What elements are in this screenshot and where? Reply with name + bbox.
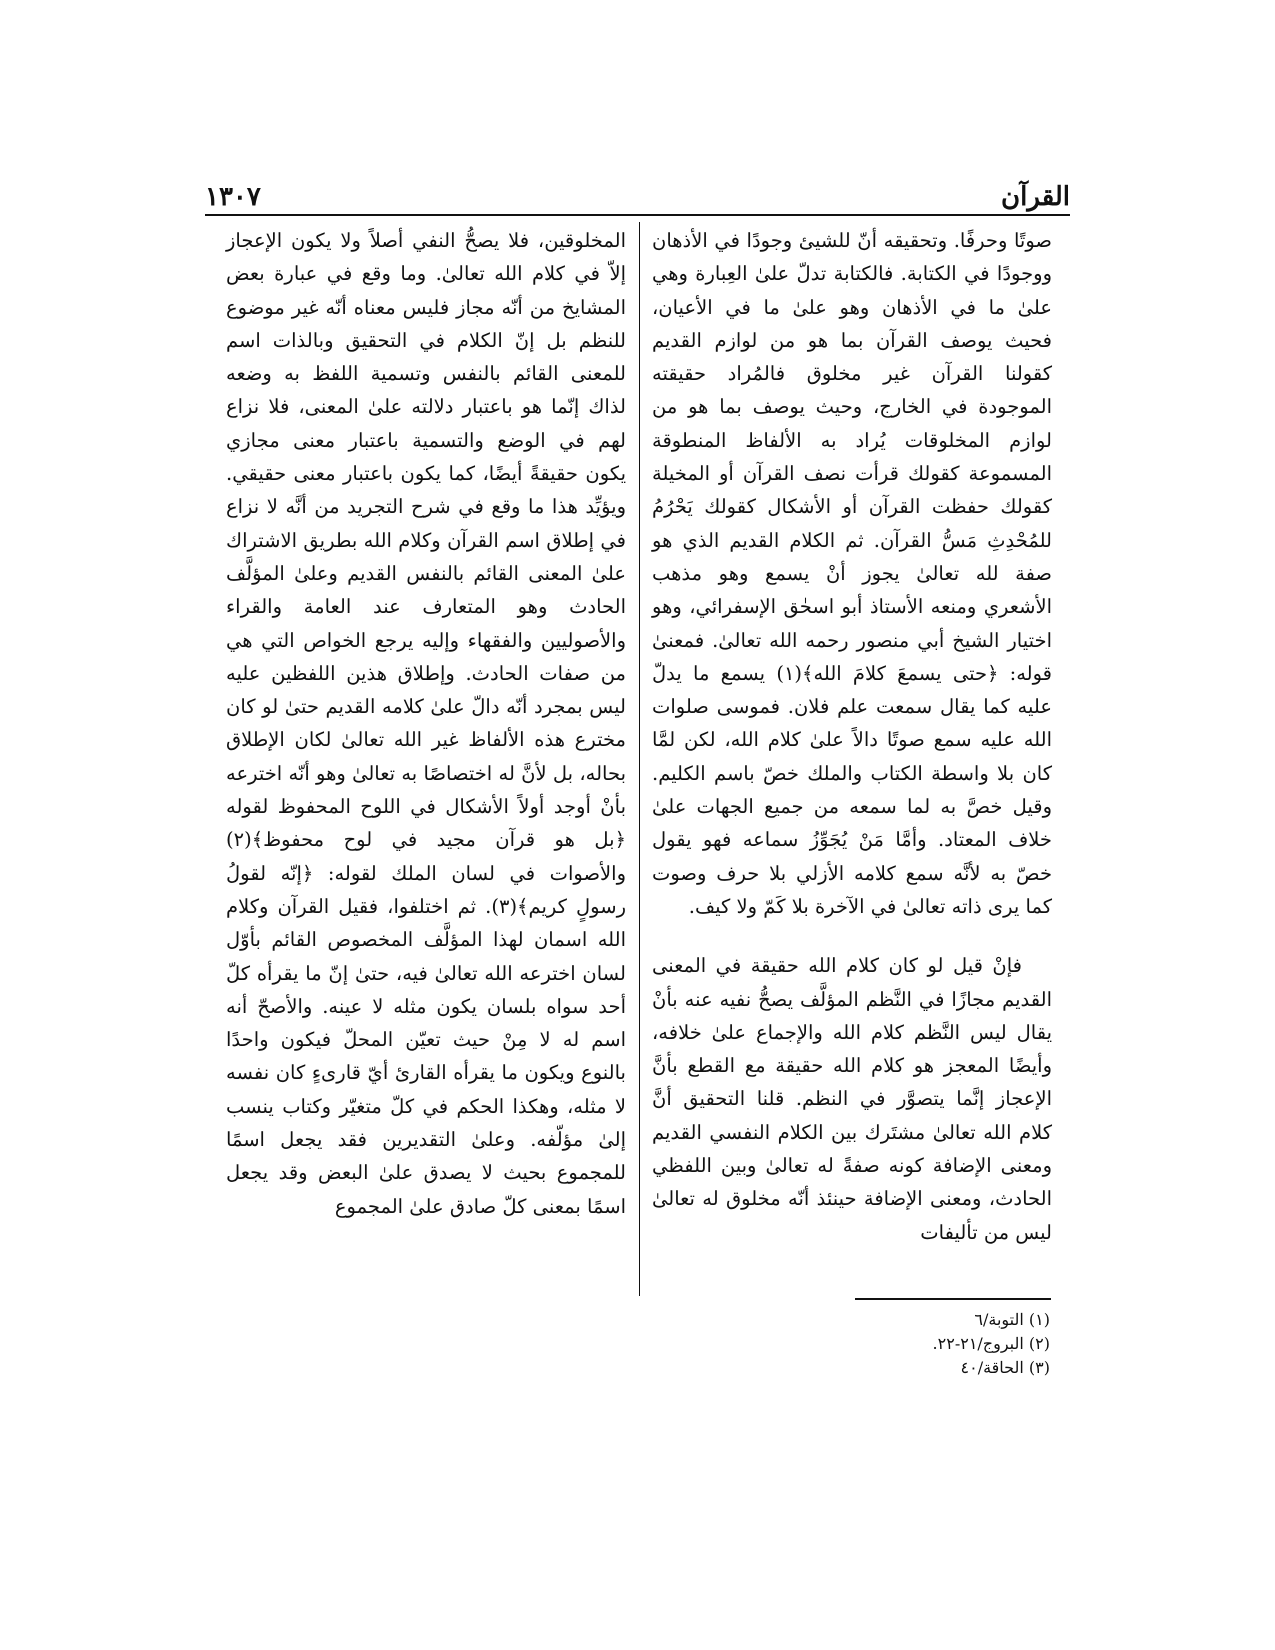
right-column [652,224,1052,1249]
left-column [226,224,626,1223]
page-number: ١٣٠٧ [205,182,261,212]
footnotes [700,1308,1050,1380]
right-column-paragraph-2: فإنْ قيل لو كان كلام الله حقيقة في المعنى القديم مجازًا في النَّظم المؤلَّف يصحُّ نفيه عنه بأنْ يقال ليس النَّظم كلام الله والإجماع علىٰ خلافه، وأيضًا المعجز هو كلام الله حقيقة مع القطع بأنَّ الإعجاز إنَّما يتصوَّر في النظم. قلنا التحقيق أنَّ كلام الله تعالىٰ مشتَرك بين الكلام النفسي القديم ومعنى الإضافة كونه صفةً له تعالىٰ وبين اللفظي الحادث، ومعنى الإضافة حينئذ أنّه مخلوق له تعالىٰ ليس من تأليفات [652,954,1052,1244]
column-divider [639,222,640,1296]
right-column-paragraph-1: صوتًا وحرفًا. وتحقيقه أنّ للشيئ وجودًا في الأذهان ووجودًا في الكتابة. فالكتابة تدلّ علىٰ العِبارة وهي علىٰ ما في الأذهان وهو علىٰ ما في الأعيان، فحيث يوصف القرآن بما هو من لوازم القديم كقولنا القرآن غير مخلوق فالمُراد حقيقته الموجودة في الخارج، وحيث يوصف بما هو من لوازم المخلوقات يُراد به الألفاظ المنطوقة المسموعة كقولك قرأت نصف القرآن أو المخيلة كقولك حفظت القرآن أو الأشكال كقولك يَحْرُمُ للمُحْدِثِ مَسُّ القرآن. ثم الكلام القديم الذي هو صفة لله تعالىٰ يجوز أنْ يسمع وهو مذهب الأشعري ومنعه الأستاذ أبو اسحٰق الإسفرائي، وهو اختيار الشيخ أبي منصور رحمه الله تعالىٰ. فمعنىٰ قوله: ﴿حتى يسمعَ كلامَ الله﴾(١) يسمع ما يدلّ عليه كما يقال سمعت علم فلان. فموسى صلوات الله عليه سمع صوتًا دالاً علىٰ كلام الله، لكن لمَّا كان بلا واسطة الكتاب والملك خصّ باسم الكليم. وقيل خصَّ به لما سمعه من جميع الجهات علىٰ خلاف المعتاد. وأمَّا مَنْ يُجَوِّزُ سماعه فهو يقول خصّ به لأنَّه سمع كلامه الأزلي بلا حرف وصوت كما يرى ذاته تعالىٰ في الآخرة بلا كَمّ ولا كيف. [652,229,1052,918]
footnote-3: (٣) الحاقة/٤٠ [960,1358,1050,1377]
footnote-1: (١) التوبة/٦ [974,1310,1050,1329]
footnote-2: (٢) البروج/٢١-٢٢. [932,1334,1050,1353]
running-title: القرآن [1001,182,1070,212]
left-column-text: المخلوقين، فلا يصحُّ النفي أصلاً ولا يكون الإعجاز إلاّ في كلام الله تعالىٰ. وما وقع في عبارة بعض المشايخ من أنّه مجاز فليس معناه أنّه غير موضوع للنظم بل إنّ الكلام في التحقيق وبالذات اسم للمعنى القائم بالنفس وتسمية اللفظ به وضعه لذاك إنّما هو باعتبار دلالته علىٰ المعنى، فلا نزاع لهم في الوضع والتسمية باعتبار معنى مجازي يكون حقيقةً أيضًا، كما يكون باعتبار معنى حقيقي. ويؤيِّد هذا ما وقع في شرح التجريد من أنَّه لا نزاع في إطلاق اسم القرآن وكلام الله بطريق الاشتراك علىٰ المعنى القائم بالنفس القديم وعلىٰ المؤلَّف الحادث وهو المتعارف عند العامة والقراء والأصوليين والفقهاء وإليه يرجع الخواص التي هي من صفات الحادث. وإطلاق هذين اللفظين عليه ليس بمجرد أنّه دالّ علىٰ كلامه القديم حتىٰ لو كان مخترع هذه الألفاظ غير الله تعالىٰ لكان الإطلاق بحاله، بل لأنَّ له اختصاصًا به تعالىٰ وهو أنّه اخترعه بأنْ أوجد أولاً الأشكال في اللوح المحفوظ لقوله ﴿بل هو قرآن مجيد في لوح محفوظ﴾(٢) والأصوات في لسان الملك لقوله: ﴿إنّه لقولُ رسولٍ كريم﴾(٣). ثم اختلفوا، فقيل القرآن وكلام الله اسمان لهذا المؤلَّف المخصوص القائم بأوّل لسان اخترعه الله تعالىٰ فيه، حتىٰ إنّ ما يقرأه كلّ أحد سواه بلسان يكون مثله لا عينه. والأصحّ أنه اسم له لا مِنْ حيث تعيّن المحلّ فيكون واحدًا بالنوع ويكون ما يقرأه القارئ أيّ قارىءٍ كان نفسه لا مثله، وهكذا الحكم في كلّ متغيّر وكتاب ينسب إلىٰ مؤلّفه. وعلىٰ التقديرين فقد يجعل اسمًا للمجموع بحيث لا يصدق علىٰ البعض وقد يجعل اسمًا بمعنى كلّ صادق علىٰ المجموع [226,229,626,1218]
header-rule [205,214,1070,216]
page-header [205,168,1070,212]
footnote-rule [855,1298,1051,1300]
